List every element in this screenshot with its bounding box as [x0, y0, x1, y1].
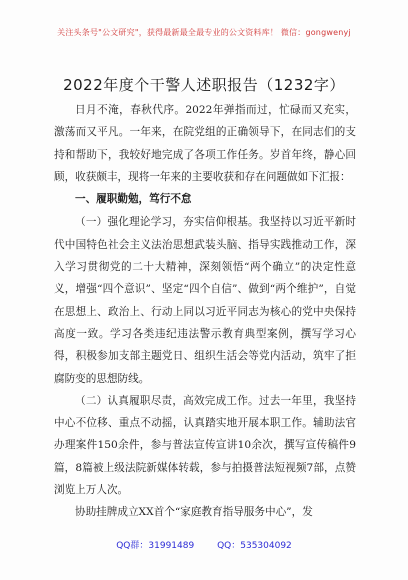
qq-contact-text: QQ：535304092: [217, 541, 292, 551]
contact-footer: [0, 538, 408, 551]
promo-banner: 关注头条号"公文研究"，获得最新最全最专业的公文资料库！ 微信：gongwenyj: [57, 28, 351, 37]
body-paragraph: 协助挂牌成立XX首个“家庭教育指导服务中心”，发: [75, 506, 313, 519]
body-paragraph: （一）强化理论学习，夯实信仰根基。我坚持以习近平新时代中国特色社会主义法治思想武装头脑、指导实践推动工作，深入学习贯彻党的二十大精神，深刻领悟“两个确立”的决定性意义，增强“四个意识”、坚定“四个自信”、做到“两个维护”，自觉在思想上、政治上、行动上同以习近平同志为核心的党中央保持高度一致。学习各类违纪违法警示教育典型案例，撰写学习心得，积极参加支部主题党日、组织生活会等党内活动，筑牢了拒腐防变的思想防线。: [54, 216, 356, 385]
qq-group-text: QQ群：31991489: [116, 541, 195, 551]
document-title: 2022年度个干警人述职报告（1232字）: [63, 76, 345, 94]
section-heading: 一、履职勤勉，笃行不怠: [75, 193, 192, 206]
body-paragraph: （二）认真履职尽责，高效完成工作。过去一年里，我坚持中心不位移、重点不动摇，认真踏实地开展本职工作。辅助法官办理案件150余件，参与普法宣传宣讲10余次，撰写宣传稿件9篇，8篇被上级法院新媒体转载，参与拍摄普法短视频7部，点赞浏览上万人次。: [54, 394, 356, 497]
intro-paragraph: 日月不淹，春秋代序。2022年弹指而过，忙碌而又充实，激荡而又平凡。一年来，在院党组的正确领导下，在同志们的支持和帮助下，我较好地完成了各项工作任务。岁首年终，静心回顾，收获颇丰，现将一年来的主要收获和存在问题做如下汇报：: [54, 104, 356, 183]
document-body: [54, 99, 356, 524]
